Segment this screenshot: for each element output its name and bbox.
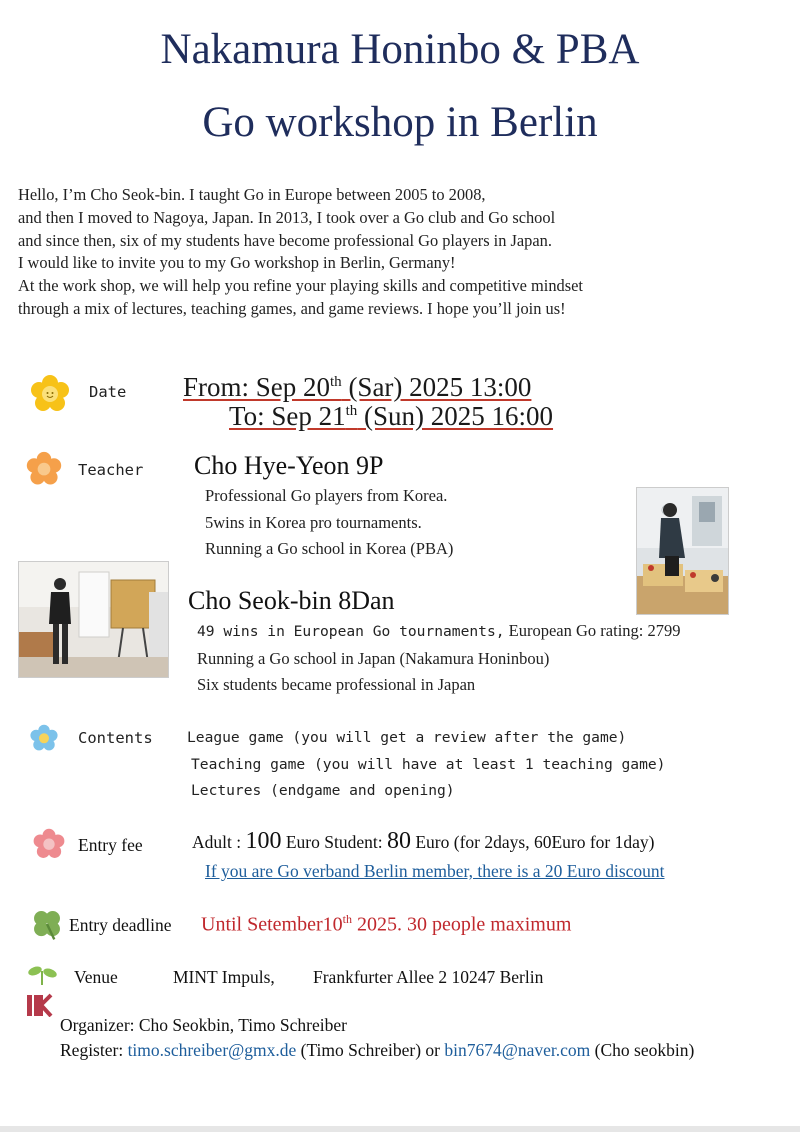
teacher-2-description — [197, 618, 681, 699]
organizer-text: Organizer: Cho Seokbin, Timo Schreiber — [60, 1015, 347, 1035]
teacher-1-name: Cho Hye-Yeon 9P — [194, 451, 384, 480]
student-price: 80 — [386, 828, 411, 854]
contents-item: League game (you will get a review after the game) — [187, 729, 627, 746]
title-line-2: Go workshop in Berlin — [202, 99, 598, 146]
register-label: Register: — [60, 1040, 128, 1060]
adult-unit: Euro — [281, 832, 325, 852]
intro-line: Hello, I’m Cho Seok-bin. I taught Go in Europe between 2005 to 2008, — [18, 185, 486, 204]
email-link-cho[interactable]: bin7674@naver.com — [444, 1040, 591, 1060]
venue-label: Venue — [74, 967, 118, 987]
discount-link[interactable]: If you are Go verband Berlin member, there is a 20 Euro discount — [205, 861, 665, 881]
teacher-1-description — [205, 483, 453, 563]
contents-item: Lectures (endgame and opening) — [191, 782, 455, 799]
venue-address: Frankfurter Allee 2 10247 Berlin — [313, 967, 544, 987]
adult-label: Adult : — [192, 832, 246, 852]
register-name-cho: (Cho seokbin) — [590, 1040, 695, 1060]
teacher-2-line: 49 wins in European Go tournaments, European Go rating: 2799 — [197, 621, 681, 640]
venue-place: MINT Impuls, — [173, 967, 275, 987]
teacher-label: Teacher — [78, 461, 144, 479]
title-line-1: Nakamura Honinbo & PBA — [160, 26, 640, 73]
teacher-1-line: Professional Go players from Korea. — [205, 486, 448, 505]
contents-label: Contents — [78, 729, 153, 747]
intro-line: At the work shop, we will help you refine your playing skills and competitive mindset — [18, 276, 583, 296]
date-label: Date — [89, 383, 127, 401]
intro-line: through a mix of lectures, teaching games, and game reviews. I hope you’ll join us! — [18, 298, 566, 318]
student-unit: Euro — [410, 832, 450, 852]
teacher-1-line: Running a Go school in Korea (PBA) — [205, 539, 454, 558]
fee-note: (for 2days, 60Euro for 1day) — [449, 832, 655, 852]
student-label: Student: — [324, 832, 387, 852]
intro-line: I would like to invite you to my Go workshop in Berlin, Germany! — [18, 253, 456, 273]
entry-fee-prices — [192, 828, 654, 855]
entry-deadline-label: Entry deadline — [69, 915, 172, 935]
adult-price: 100 — [245, 828, 282, 854]
intro-paragraph — [18, 184, 583, 321]
teacher-1-photo — [636, 487, 729, 615]
clover-icon — [30, 907, 64, 941]
contents-list — [187, 725, 665, 805]
teacher-1-line: 5wins in Korea pro tournaments. — [205, 512, 422, 532]
sprout-logo-icon — [25, 963, 59, 1017]
teacher-2-photo — [18, 561, 169, 678]
date-to: To: Sep 21th (Sun) 2025 16:00 — [229, 401, 554, 431]
intro-line: and then I moved to Nagoya, Japan. In 2013, I took over a Go club and Go school — [18, 207, 556, 227]
date-from: From: Sep 20th (Sar) 2025 13:00 — [183, 372, 532, 402]
intro-line: and since then, six of my students have become professional Go players in Japan. — [18, 230, 552, 250]
email-link-timo[interactable]: timo.schreiber@gmx.de — [127, 1040, 297, 1060]
pink-flower-icon — [32, 828, 66, 862]
entry-fee-label: Entry fee — [78, 835, 143, 855]
teacher-2-name: Cho Seok-bin 8Dan — [188, 586, 395, 615]
orange-flower-icon — [25, 451, 63, 489]
page-bottom-divider — [0, 1126, 800, 1132]
contents-item: Teaching game (you will have at least 1 teaching game) — [191, 755, 666, 773]
teacher-2-line: Six students became professional in Japan — [197, 675, 476, 694]
blue-flower-icon — [29, 724, 59, 754]
register-line — [60, 1040, 694, 1061]
yellow-flower-icon — [29, 374, 71, 416]
entry-deadline-value: Until Setember10th 2025. 30 people maximum — [201, 912, 572, 936]
teacher-2-line: Running a Go school in Japan (Nakamura Honinbou) — [197, 648, 550, 668]
register-name-timo: (Timo Schreiber) or — [296, 1040, 445, 1060]
